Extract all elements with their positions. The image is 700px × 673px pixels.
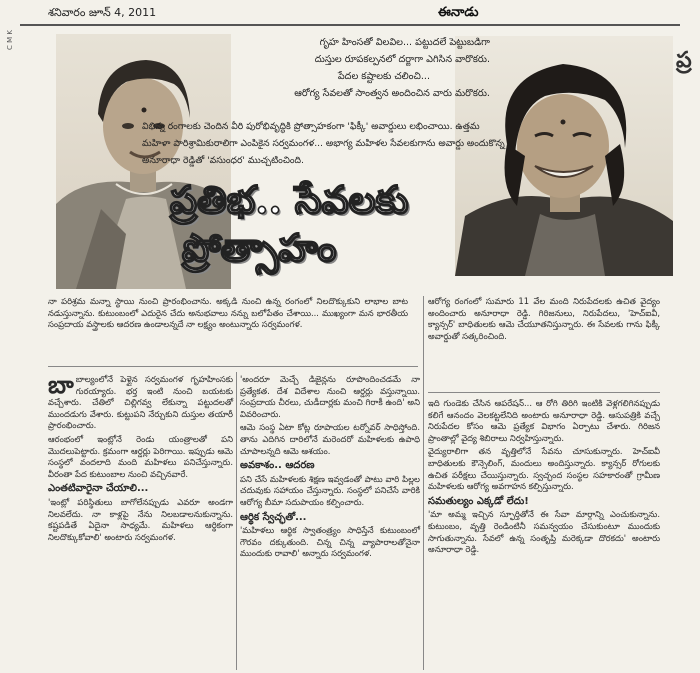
header-rule bbox=[20, 24, 680, 26]
intro-line: దుస్తుల రూపకల్పనలో దర్జాగా ఎగిసిన వారొకరు. bbox=[314, 54, 490, 65]
intro-line: ఆరోగ్య సేవలతో సాంత్వన అందించిన వారు మరొకరు. bbox=[294, 88, 490, 99]
body-paragraph: ఆరంభంలో ఇంట్లోనే రెండు యంత్రాలతో పని మొదలుపెట్టారు. క్రమంగా ఆర్డర్లు పెరిగాయి. ఇప్పుడు ఆమె సంస్థలో వందలాది మంది మహిళలు పనిచేస్తున్నారు. వీరంతా పేద కుటుంబాల నుంచి వచ్చినవారే. bbox=[48, 433, 233, 479]
divider-line bbox=[236, 372, 237, 670]
sub-heading: అవకాశం.. ఆదరణ bbox=[240, 460, 315, 472]
body-paragraph: 'అందరూ మెచ్చే డిజైన్లను రూపొందించడమే నా ప్రత్యేకత. దేశ విదేశాల నుంచి ఆర్డర్లు వస్తున్నాయి. సంప్రదాయ చీరలు, చుడీదార్లకు మంచి గిరాకీ ఉంది' అని వివరించారు. bbox=[240, 374, 420, 419]
divider-line bbox=[48, 366, 418, 367]
lead-paragraph-right bbox=[428, 296, 660, 344]
sub-heading: ఎంతటివారైనా చేయాలి... bbox=[48, 483, 149, 495]
divider-line bbox=[423, 296, 424, 670]
intro-deck bbox=[190, 34, 490, 102]
lead-right-text: ఆరోగ్య రంగంలో సుమారు 11 వేల మంది నిరుపేదలకు ఉచిత వైద్యం అందించారు అనూరాధా రెడ్డి. గిరిజనులు, నిరుపేదలు, 'హెచ్ఐవీ, క్యాన్సర్' బాధితులకు ఆమె చేయూతనిస్తున్నారు. ఈ సేవలకు గాను ఫిక్కీ అవార్డుతో సత్కరించింది. bbox=[428, 296, 660, 341]
lead-left-text: నా పరిశ్రమ మన్నా స్థాయి నుంచి ప్రారంభించాను. అక్కడి నుంచి ఉన్న రంగంలో నిలదొక్కుకుని లాభాల బాట నడుస్తున్నాను. కుటుంబంలో ఎదురైన చేదు అనుభవాలు నన్ను బలోపేతం చేశాయి... ముఖ్యంగా మన భారతీయ సంప్రదాయ వస్త్రాలకు ఆదరణ ఉండాలన్నదే నా లక్ష్యం అంటున్నారు సర్వమంగళ. bbox=[48, 296, 408, 330]
lead-paragraph-left bbox=[48, 296, 408, 333]
intro-line: గృహ హింసతో విలవిల... పట్టుదలే పెట్టుబడిగా bbox=[319, 37, 490, 48]
body-paragraph: పని చేసే మహిళలకు శిక్షణ ఇవ్వడంతో పాటు వారి పిల్లల చదువుకు సహాయం చేస్తున్నారు. సంస్థలో పనిచేసే వారికి ఆరోగ్య బీమా సదుపాయం కల్పించారు. bbox=[240, 473, 420, 507]
body-paragraph: ఇది గుండెకు చేసిన ఆపరేషన్... ఆ రోగి తిరిగి ఇంటికి వెళ్లగలిగినప్పుడు కలిగే ఆనందం వెలకట్టలేనిది అంటారు అనూరాధా రెడ్డి. ఆసుపత్రికి వచ్చే నిరుపేదల కోసం ఆమె ప్రత్యేక విభాగం ఏర్పాటు చేశారు. గిరిజన ప్రాంతాల్లో వైద్య శిబిరాలు నిర్వహిస్తున్నారు. bbox=[428, 398, 660, 443]
body-paragraph: 'మా అమ్మ ఇచ్చిన స్ఫూర్తితోనే ఈ సేవా మార్గాన్ని ఎంచుకున్నాను. కుటుంబం, వృత్తి రెండింటినీ సమన్వయం చేసుకుంటూ ముందుకు సాగుతున్నాను. సేవలో ఉన్న సంతృప్తి మరెక్కడా దొరకదు' అంటారు అనూరాధా రెడ్డి. bbox=[428, 509, 660, 555]
article-column-1 bbox=[48, 371, 233, 545]
intro-paragraph: విభిన్న రంగాలకు చెందిన వీరి పురోభివృద్ధికి ప్రోత్సాహకంగా 'ఫిక్కీ' అవార్డులు లభించాయి. ఉత్తమ మహిళా పారిశ్రామికురాలిగా ఎంపికైన సర్వమంగళ... అభాగ్య మహిళల సేవలకుగాను అవార్డు అందుకొన్న అనూరాధా రెడ్డితో 'వసుంధర' ముచ్చటించింది. bbox=[142, 121, 505, 166]
cut-off-headline-fragment: ప్ర bbox=[676, 48, 692, 73]
body-paragraph: 'మహిళలు ఆర్థిక స్వాతంత్ర్యం సాధిస్తేనే కుటుంబంలో గౌరవం దక్కుతుంది. చిన్న చిన్న వ్యాపారాలతోనైనా ముందుకు రావాలి' అన్నారు సర్వమంగళ. bbox=[240, 525, 420, 559]
sub-heading: సమతుల్యం ఎక్కడో లేదు! bbox=[428, 495, 529, 507]
sub-heading: ఆర్థిక స్వేచ్ఛతో... bbox=[240, 511, 307, 523]
divider-line bbox=[428, 392, 660, 393]
headline-line-1: ప్రతిభ.. సేవలకు bbox=[170, 177, 409, 222]
body-paragraph: ఆమె సంస్థ ఏటా కోట్ల రూపాయల టర్నోవర్ సాధిస్తోంది. తాను ఎదిగిన దారిలోనే మరెందరో మహిళలకు ఉపాధి చూపాలన్నది ఆమె ఆశయం. bbox=[240, 422, 420, 456]
drop-cap: బా bbox=[48, 371, 74, 399]
body-paragraph: 'ఇంట్లో పరిస్థితులు బాగోలేనప్పుడు ఎవరూ అండగా నిలవలేదు. నా కాళ్లపై నేను నిలబడాలనుకున్నాను. కష్టపడితే ఏదైనా సాధ్యమే. మహిళలు ఆర్థికంగా నిలదొక్కుకోవాలి' అంటారు సర్వమంగళ. bbox=[48, 496, 233, 542]
main-headline bbox=[170, 178, 470, 274]
issue-date: శనివారం జూన్ 4, 2011 bbox=[48, 6, 157, 19]
article-column-2 bbox=[240, 374, 420, 562]
body-paragraph: వైద్యురాలిగా తన వృత్తిలోనే సేవను చూసుకున్నారు. హెచ్ఐవీ బాధితులకు కౌన్సెలింగ్, మందులు అందిస్తున్నారు. క్యాన్సర్ రోగులకు ఉచిత పరీక్షలు చేయిస్తున్నారు. స్వచ్ఛంద సంస్థల సహకారంతో గ్రామీణ మహిళలకు ఆరోగ్య అవగాహన కల్పిస్తున్నారు. bbox=[428, 446, 660, 492]
body-paragraph: బాబాల్యంలోనే పెళ్లైన సర్వమంగళ గృహహింసకు గురయ్యారు. భర్త ఇంటి నుంచి బయటకు వచ్చేశారు. చేతిలో చిల్లిగవ్వ లేకున్నా పట్టుదలతో ముందడుగు వేశారు. కుట్టుపని నేర్చుకుని దుస్తుల తయారీ ప్రారంభించారు. bbox=[48, 371, 233, 431]
article-column-3 bbox=[428, 398, 660, 558]
intro-line: పేదల కష్టాలకు చలించి... bbox=[337, 71, 430, 82]
headline-line-2: ప్రోత్సాహం bbox=[182, 225, 337, 270]
newspaper-name: ఈనాడు bbox=[438, 5, 479, 20]
print-color-marks: C M K bbox=[6, 30, 14, 50]
